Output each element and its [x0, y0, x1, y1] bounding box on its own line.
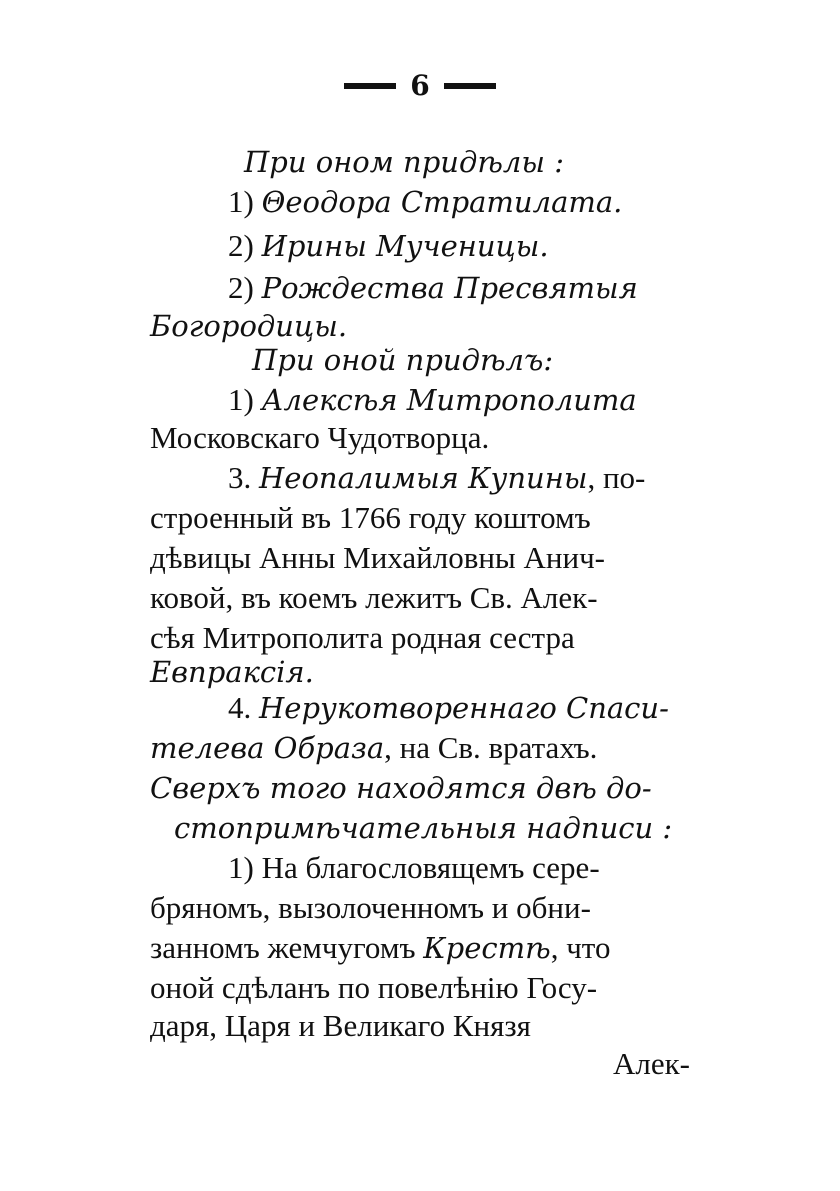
text-line	[244, 142, 610, 182]
roman-text: ковой, въ коемъ лежитъ Св. Алек-	[150, 580, 598, 615]
roman-text: , по-	[587, 460, 646, 495]
text-line	[252, 340, 596, 380]
roman-text: 2)	[228, 228, 262, 263]
roman-text: 4.	[228, 690, 259, 725]
text-line	[228, 226, 582, 266]
italic-text: Ирины Мученицы.	[261, 229, 549, 263]
text-line	[150, 578, 690, 618]
roman-text: строенный въ 1766 году коштомъ	[150, 500, 591, 535]
text-line	[174, 808, 672, 848]
italic-text: Θеодора Стратилата.	[261, 185, 623, 219]
italic-text: Нерукотвореннаго Спаси-	[259, 691, 669, 725]
roman-text: 1)	[228, 382, 262, 417]
page-number	[0, 69, 840, 102]
italic-text: телева Образа	[150, 731, 385, 765]
italic-text: Сверхъ того находятся двѣ до-	[150, 771, 652, 805]
text-line	[150, 968, 690, 1008]
italic-text: Неопалимыя Купины	[259, 461, 588, 495]
text-line	[150, 498, 690, 538]
text-line	[228, 848, 690, 888]
text-line	[150, 1006, 690, 1046]
text-line	[228, 182, 622, 222]
roman-text: 1)	[228, 184, 262, 219]
right-rule	[444, 83, 496, 89]
text-line	[228, 458, 690, 498]
text-line	[596, 1044, 690, 1084]
text-line	[150, 768, 690, 808]
text-line	[228, 380, 690, 420]
roman-text: Московскаго Чудотворца.	[150, 420, 490, 455]
text-line	[150, 728, 668, 768]
roman-text: занномъ жемчугомъ	[150, 930, 424, 965]
roman-text: , что	[550, 930, 611, 965]
italic-text: Евпраксія.	[150, 655, 314, 689]
roman-text: , на Св. вратахъ.	[384, 730, 598, 765]
text-line	[150, 652, 330, 692]
text-line	[150, 928, 690, 968]
page-number-text: 6	[410, 69, 430, 102]
text-line	[228, 688, 690, 728]
italic-text: Рождества Пресвятыя	[261, 271, 638, 305]
italic-text: При оном придѣлы :	[244, 145, 564, 179]
italic-text: Алексѣя Митрополита	[261, 383, 637, 417]
italic-text: Крестѣ	[423, 931, 551, 965]
text-line	[150, 888, 690, 928]
text-line	[150, 538, 690, 578]
roman-text: дѣвицы Анны Михайловны Анич-	[150, 540, 605, 575]
roman-text: 1) На благословящемъ сере-	[228, 850, 600, 885]
italic-text: Богородицы.	[150, 309, 348, 343]
left-rule	[344, 83, 396, 89]
text-line	[150, 418, 560, 458]
roman-text: Алек-	[612, 1046, 690, 1081]
text-line	[228, 268, 690, 308]
roman-text: оной сдѣланъ по повелѣнію Госу-	[150, 970, 598, 1005]
roman-text: сѣя Митрополита родная сестра	[150, 620, 575, 655]
roman-text: 2)	[228, 270, 262, 305]
roman-text: даря, Царя и Великаго Князя	[150, 1008, 531, 1043]
italic-text: При оной придѣлъ:	[252, 343, 554, 377]
roman-text: 3.	[228, 460, 259, 495]
roman-text: бряномъ, вызолоченномъ и обни-	[150, 890, 591, 925]
italic-text: стопримѣчательныя надписи :	[174, 811, 673, 845]
